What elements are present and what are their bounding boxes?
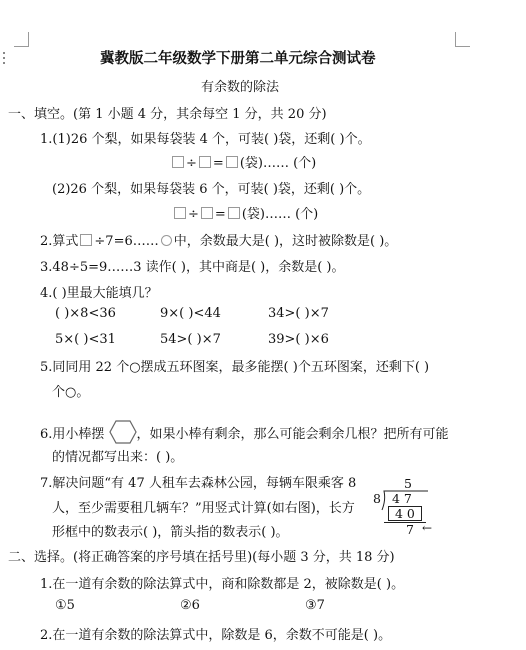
- question-1-2-equation: ÷ = (袋)…… (个): [172, 203, 318, 222]
- long-division-quotient: 5: [404, 476, 412, 491]
- question-1-2: (2)26 个梨，如果每袋装 6 个，可装( )袋，还剩( )个。: [52, 182, 371, 197]
- blank-box[interactable]: [80, 234, 92, 246]
- doc-subtitle: 有余数的除法: [201, 80, 280, 95]
- hexagon-icon: [109, 420, 137, 444]
- option-2[interactable]: ②6: [180, 598, 200, 613]
- option-3[interactable]: ③7: [305, 598, 325, 613]
- blank-box[interactable]: [228, 207, 240, 219]
- blank-box[interactable]: [174, 207, 186, 219]
- question-4-item: 54>( )×7: [160, 332, 221, 347]
- question-4-item: 5×( )<31: [55, 332, 116, 347]
- long-division-line: [384, 522, 426, 523]
- option-1[interactable]: ①5: [55, 598, 75, 613]
- circle-blank-icon[interactable]: [161, 235, 172, 246]
- question-4-item: 9×( )<44: [160, 306, 221, 321]
- question-4: 4.( )里最大能填几？: [40, 286, 158, 301]
- corner-mark-top-left: [14, 32, 29, 47]
- question-4-item: 39>( )×6: [268, 332, 329, 347]
- long-division-figure: [372, 476, 452, 536]
- question-2-1: 1.在一道有余数的除法算式中，商和除数都是 2，被除数是( )。: [40, 577, 405, 592]
- long-division-dividend: 4 7: [392, 491, 412, 506]
- question-1-1: 1.(1)26 个梨，如果每袋装 4 个，可装( )袋，还剩( )个。: [40, 132, 371, 147]
- corner-mark-top-right: [455, 32, 470, 47]
- blank-box[interactable]: [199, 156, 211, 168]
- question-5-continued: 个○。: [52, 385, 90, 400]
- blank-box[interactable]: [172, 156, 184, 168]
- question-7-continued: 人，至少需要租几辆车？”用竖式计算(如右图)，长方: [52, 501, 355, 516]
- long-division-divisor: 8: [373, 491, 381, 506]
- blank-box[interactable]: [226, 156, 238, 168]
- long-division-remainder: 7: [406, 522, 414, 537]
- question-7: 7.解决问题“有 47 人租车去森林公园，每辆车限乘客 8: [40, 476, 357, 491]
- blank-box[interactable]: [201, 207, 213, 219]
- question-4-item: 34>( )×7: [268, 306, 329, 321]
- question-5: 5.同同用 22 个○摆成五环图案，最多能摆( )个五环图案，还剩下( ): [40, 360, 430, 375]
- question-6-continued: 的情况都写出来：( )。: [52, 450, 184, 465]
- section-1-heading: 一、填空。(第 1 小题 4 分，其余每空 1 分，共 20 分): [8, 107, 327, 122]
- arrow-icon: ←: [422, 521, 433, 535]
- section-2-heading: 二、选择。(将正确答案的序号填在括号里)(每小题 3 分，共 18 分): [8, 550, 395, 565]
- doc-title: 冀教版二年级数学下册第二单元综合测试卷: [100, 51, 376, 67]
- question-6: 6.用小棒摆 ，如果小棒有剩余，那么可能会剩余几根？把所有可能: [40, 420, 449, 444]
- question-2-2: 2.在一道有余数的除法算式中，除数是 6，余数不可能是( )。: [40, 628, 392, 643]
- question-1-1-equation: ÷ = (袋)…… (个): [170, 152, 316, 171]
- long-division-product-box: 4 0: [388, 506, 422, 521]
- question-2: 2.算式 ÷7=6…… 中，余数最大是( )，这时被除数是( )。: [40, 234, 398, 249]
- margin-handle-icon: [3, 52, 5, 67]
- question-4-item: ( )×8<36: [55, 306, 116, 321]
- question-7-continued: 形框中的数表示( )，箭头指的数表示( )。: [52, 525, 289, 540]
- question-3: 3.48÷5=9……3 读作( )，其中商是( )，余数是( )。: [40, 260, 345, 275]
